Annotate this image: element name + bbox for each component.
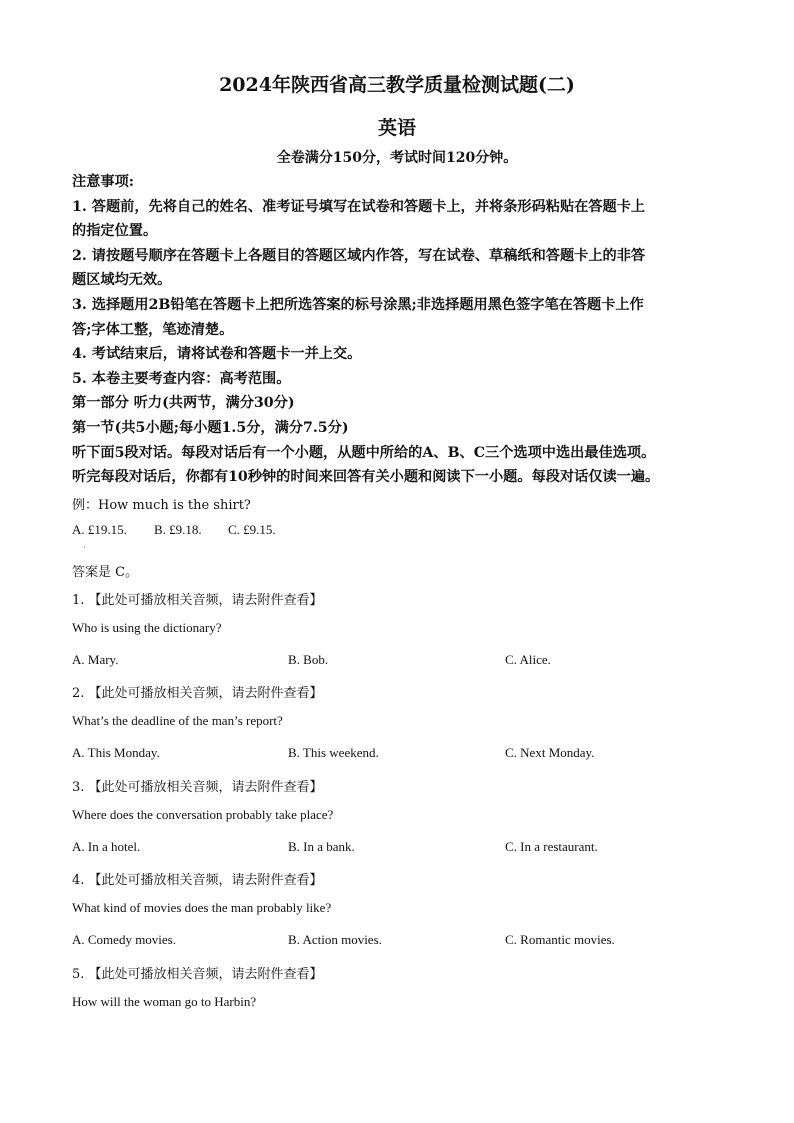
question-4-text: What kind of movies does the man probably like? — [72, 900, 332, 915]
question-3-audio-link[interactable]: 3. 【此处可播放相关音频，请去附件查看】 — [72, 780, 323, 795]
question-2-text: What’s the deadline of the man’s report? — [72, 713, 283, 728]
listening-instruction-line: 听完每段对话后，你都有10秒钟的时间来回答有关小题和阅读下一小题。每段对话仅读一遍。 — [72, 469, 660, 486]
instruction-line: 2. 请按题号顺序在答题卡上各题目的答题区域内作答，写在试卷、草稿纸和答题卡上的非答 — [72, 247, 646, 264]
question-2-option-b: B. This weekend. — [288, 745, 379, 760]
question-2-option-c: C. Next Monday. — [505, 745, 595, 760]
question-1-text: Who is using the dictionary? — [72, 620, 222, 635]
example-tick-mark: · — [83, 543, 86, 552]
instruction-line: 4. 考试结束后，请将试卷和答题卡一并上交。 — [72, 346, 362, 363]
instruction-line: 的指定位置。 — [72, 223, 158, 240]
question-4-audio-link[interactable]: 4. 【此处可播放相关音频，请去附件查看】 — [72, 873, 323, 888]
question-5-text: How will the woman go to Harbin? — [72, 994, 257, 1009]
instruction-line: 答;字体工整，笔迹清楚。 — [72, 321, 234, 338]
question-4-option-a: A. Comedy movies. — [72, 932, 176, 947]
instructions-heading: 注意事项: — [72, 174, 134, 190]
subject-title: 英语 — [377, 117, 416, 139]
example-answer: 答案是 C。 — [72, 565, 139, 580]
score-line: 全卷满分150分，考试时间120分钟。 — [276, 150, 518, 166]
example-option-b: B. £9.18. — [154, 522, 202, 537]
instruction-line: 3. 选择题用2B铅笔在答题卡上把所选答案的标号涂黑;非选择题用黑色签字笔在答题卡上作 — [72, 296, 644, 313]
question-3-option-b: B. In a bank. — [288, 839, 355, 854]
example-option-c: C. £9.15. — [228, 522, 276, 537]
question-2-option-a: A. This Monday. — [72, 745, 160, 760]
question-1-audio-link[interactable]: 1. 【此处可播放相关音频，请去附件查看】 — [72, 593, 323, 608]
question-3-option-a: A. In a hotel. — [72, 839, 141, 854]
question-1-option-c: C. Alice. — [505, 652, 551, 667]
instruction-line: 1. 答题前，先将自己的姓名、准考证号填写在试卷和答题卡上，并将条形码粘贴在答题卡上 — [72, 198, 646, 215]
exam-title: 2024年陕西省高三教学质量检测试题(二) — [219, 74, 575, 96]
instruction-line: 5. 本卷主要考查内容：高考范围。 — [72, 370, 291, 387]
example-question: 例：How much is the shirt? — [72, 498, 251, 513]
question-2-audio-link[interactable]: 2. 【此处可播放相关音频，请去附件查看】 — [72, 686, 323, 701]
question-1-option-b: B. Bob. — [288, 652, 329, 667]
instructions-block — [72, 170, 728, 490]
instruction-line: 题区域均无效。 — [72, 272, 172, 289]
section-heading: 第一部分 听力(共两节，满分30分) — [72, 395, 295, 412]
question-4-option-c: C. Romantic movies. — [505, 932, 615, 947]
question-1-option-a: A. Mary. — [72, 652, 119, 667]
question-3-text: Where does the conversation probably take place? — [72, 807, 334, 822]
example-option-a: A. £19.15. — [72, 522, 127, 537]
question-3-option-c: C. In a restaurant. — [505, 839, 598, 854]
subsection-heading: 第一节(共5小题;每小题1.5分，满分7.5分) — [72, 419, 349, 436]
question-4-option-b: B. Action movies. — [288, 932, 382, 947]
question-5-audio-link[interactable]: 5. 【此处可播放相关音频，请去附件查看】 — [72, 967, 323, 982]
listening-instruction-line: 听下面5段对话。每段对话后有一个小题，从题中所给的A、B、C三个选项中选出最佳选项。 — [72, 444, 656, 461]
